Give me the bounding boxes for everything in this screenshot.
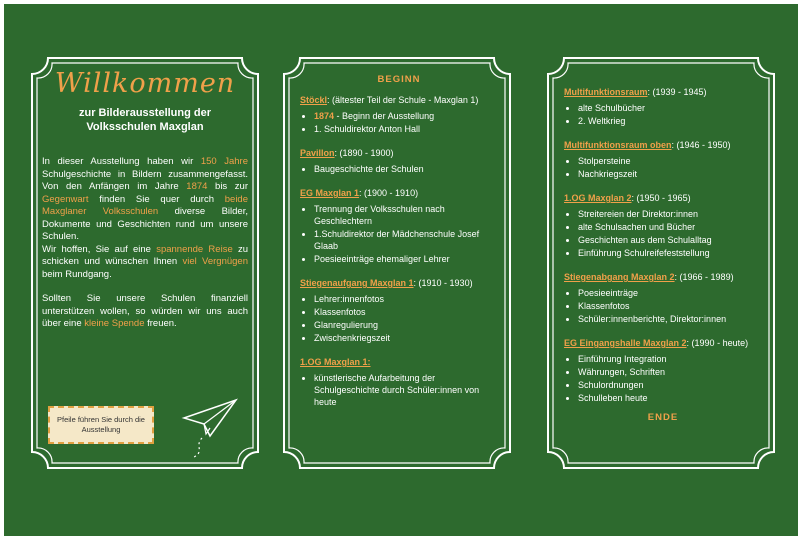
exhibition-board (4, 4, 798, 536)
list-item: • Klassenfotos (578, 300, 762, 312)
list-item: • Trennung der Volksschulen nach Geschlechtern (314, 203, 498, 227)
list-item: • 2. Weltkrieg (578, 115, 762, 127)
paper-plane-icon (180, 396, 240, 462)
list-item: • Stolpersteine (578, 155, 762, 167)
section-multifunktionsraum-oben: Multifunktionsraum oben: (1946 - 1950) • Stolpersteine • Nachkriegszeit (564, 139, 762, 180)
list-item: • Einführung Schulreifefeststellung (578, 247, 762, 259)
list-item: • Schulordnungen (578, 379, 762, 391)
list-item: • Glanregulierung (314, 319, 498, 331)
arrow-hint-sticker: Pfeile führen Sie durch die Ausstellung (48, 406, 154, 444)
list-item: • Währungen, Schriften (578, 366, 762, 378)
section-1og-maxglan-1: 1.OG Maxglan 1: • künstlerische Aufarbeitung der Schulgeschichte durch Schüler:innen von heute (300, 356, 498, 408)
list-item: • Nachkriegszeit (578, 168, 762, 180)
list-item: • Poesieeinträge (578, 287, 762, 299)
section-pavillon: Pavillon: (1890 - 1900) • Baugeschichte der Schulen (300, 147, 498, 175)
section-1og-maxglan-2: 1.OG Maxglan 2: (1950 - 1965) • Streitereien der Direktor:innen • alte Schulsachen und Bücher • Geschichten aus dem Schulalltag • Einführung Schulreifefeststellung (564, 192, 762, 259)
list-item: • Lehrer:innenfotos (314, 293, 498, 305)
list-item: • Klassenfotos (314, 306, 498, 318)
paragraph-1: In dieser Ausstellung haben wir 150 Jahre Schulgeschichte in Bildern zusammengefasst. Von den Anfängen im Jahre 1874 bis zur Gegenwart finden Sie quer durch beide Maxglaner Volksschulen diverse Bilder, Dokumente und Geschichten rund um unsere Schulen. Wir hoffen, Sie auf eine spannende Reise zu schicken und wünschen Ihnen viel Vergnügen beim Rundgang. (42, 156, 249, 280)
section-multifunktionsraum: Multifunktionsraum: (1939 - 1945) • alte Schulbücher • 2. Weltkrieg (564, 86, 762, 127)
section-stoeckl: Stöckl: (ältester Teil der Schule - Maxglan 1) • 1874 - Beginn der Ausstellung • 1. Schuldirektor Anton Hall (300, 94, 498, 135)
section-stiegenaufgang: Stiegenaufgang Maxglan 1: (1910 - 1930) • Lehrer:innenfotos • Klassenfotos • Glanregulierung • Zwischenkriegszeit (300, 277, 498, 344)
list-item: • 1874 - Beginn der Ausstellung (314, 110, 498, 122)
section-eg-eingangshalle: EG Eingangshalle Maxglan 2: (1990 - heute) • Einführung Integration • Währungen, Schriften • Schulordnungen • Schulleben heute (564, 337, 762, 404)
end-panel (546, 56, 776, 470)
paragraph-2: Sollten Sie unsere Schulen finanziell unterstützen wollen, so würden wir uns auch über eine kleine Spende freuen. (42, 293, 248, 329)
subtitle: zur Bilderausstellung der Volksschulen Maxglan (78, 107, 212, 133)
list-item: • alte Schulsachen und Bücher (578, 221, 762, 233)
list-item: • Baugeschichte der Schulen (314, 163, 498, 175)
section-eg-maxglan-1: EG Maxglan 1: (1900 - 1910) • Trennung der Volksschulen nach Geschlechtern • 1.Schuldirektor der Mädchenschule Josef Glaab • Poesieeinträge ehemaliger Lehrer (300, 187, 498, 265)
list-item: • Schulleben heute (578, 392, 762, 404)
section-stiegenabgang: Stiegenabgang Maxglan 2: (1966 - 1989) • Poesieeinträge • Klassenfotos • Schüler:innenberichte, Direktor:innen (564, 271, 762, 325)
end-footer: ENDE (647, 412, 679, 423)
list-item: • 1.Schuldirektor der Mädchenschule Josef Glaab (314, 228, 498, 252)
list-item: • Schüler:innenberichte, Direktor:innen (578, 313, 762, 325)
welcome-title: Willkommen (54, 68, 236, 99)
list-item: • Streitereien der Direktor:innen (578, 208, 762, 220)
begin-header: BEGINN (377, 74, 421, 85)
list-item: • alte Schulbücher (578, 102, 762, 114)
welcome-panel (30, 56, 260, 470)
intro-text (42, 156, 248, 331)
beginning-panel (282, 56, 512, 470)
list-item: • Geschichten aus dem Schulalltag (578, 234, 762, 246)
list-item: • 1. Schuldirektor Anton Hall (314, 123, 498, 135)
list-item: • Einführung Integration (578, 353, 762, 365)
list-item: • Zwischenkriegszeit (314, 332, 498, 344)
list-item: • Poesieeinträge ehemaliger Lehrer (314, 253, 498, 265)
list-item: • künstlerische Aufarbeitung der Schulgeschichte durch Schüler:innen von heute (314, 372, 498, 408)
